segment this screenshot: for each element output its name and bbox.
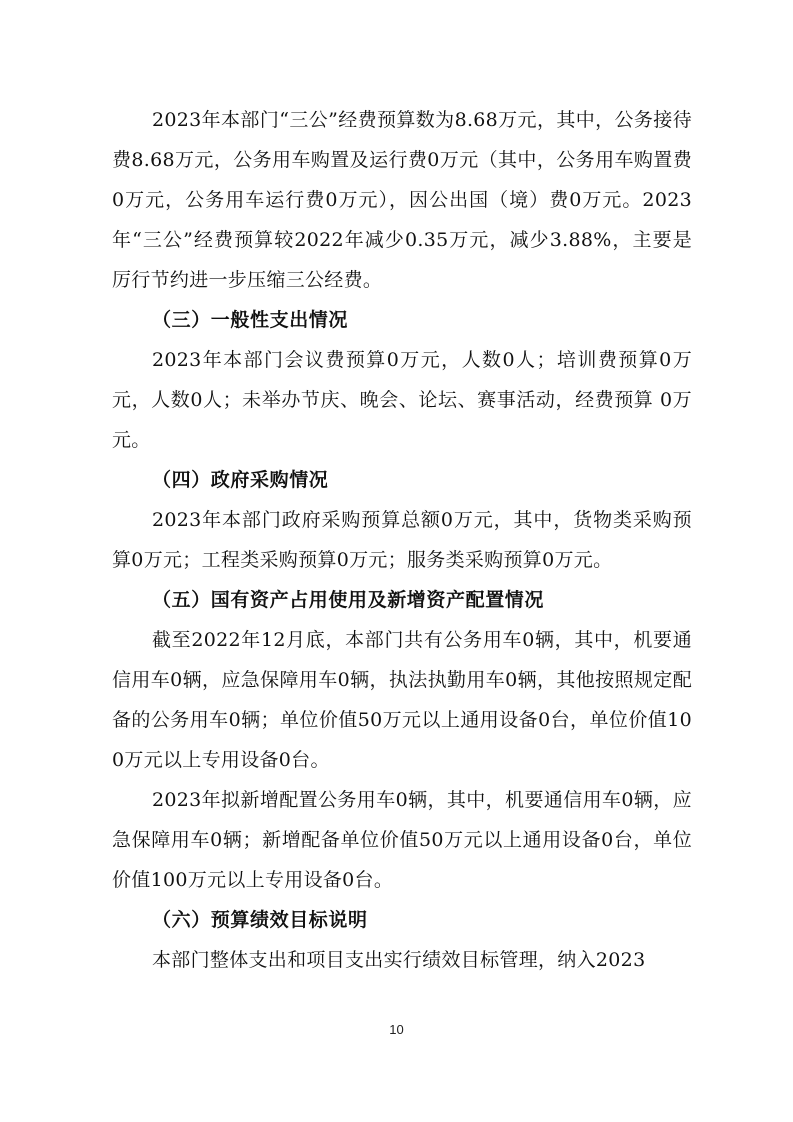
paragraph-state-assets-new: 2023年拟新增配置公务用车0辆，其中，机要通信用车0辆，应急保障用车0辆；新增配备单位价值50万元以上通用设备0台，单位价值100万元以上专用设备0台。 — [112, 789, 692, 891]
section-heading-state-assets: （五）国有资产占用使用及新增资产配置情况 — [152, 589, 545, 611]
paragraph-performance-goals: 本部门整体支出和项目支出实行绩效目标管理，纳入2023 — [152, 949, 646, 971]
paragraph-general-expenditure: 2023年本部门会议费预算0万元，人数0人；培训费预算0万元，人数0人；未举办节庆、晚会、论坛、赛事活动，经费预算 0万元。 — [112, 349, 692, 451]
page-number: 10 — [389, 1022, 404, 1037]
paragraph-government-procurement: 2023年本部门政府采购预算总额0万元，其中，货物类采购预算0万元；工程类采购预算0万元；服务类采购预算0万元。 — [112, 509, 692, 571]
section-heading-performance-goals: （六）预算绩效目标说明 — [152, 909, 368, 931]
paragraph-sangong-budget: 2023年本部门“三公”经费预算数为8.68万元，其中，公务接待费8.68万元，公务用车购置及运行费0万元（其中，公务用车购置费0万元，公务用车运行费0万元），因公出国（境）费0万元。2023年“三公”经费预算较2022年减少0.35万元，减少3.88%，主要是厉行节约进一步压缩三公经费。 — [112, 109, 692, 291]
section-heading-government-procurement: （四）政府采购情况 — [152, 469, 329, 491]
page-body — [112, 100, 692, 980]
section-heading-general-expenditure: （三）一般性支出情况 — [152, 309, 349, 331]
paragraph-state-assets-existing: 截至2022年12月底，本部门共有公务用车0辆，其中，机要通信用车0辆，应急保障用车0辆，执法执勤用车0辆，其他按照规定配备的公务用车0辆；单位价值50万元以上通用设备0台，单位价值100万元以上专用设备0台。 — [112, 629, 692, 771]
